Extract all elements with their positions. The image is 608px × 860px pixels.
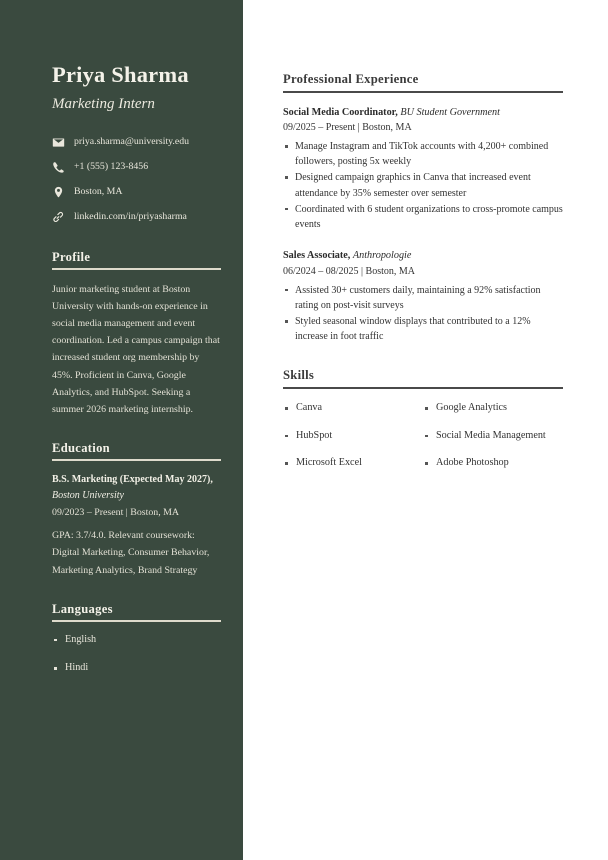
contact-item-email[interactable] bbox=[52, 135, 221, 149]
section-education bbox=[52, 441, 221, 579]
education-degree bbox=[52, 472, 221, 504]
job-title: Social Media Coordinator, bbox=[283, 106, 401, 118]
list-item: Hindi bbox=[52, 661, 221, 675]
education-dates: 09/2023 – Present | Boston, MA bbox=[52, 507, 180, 519]
map-pin-icon bbox=[52, 186, 71, 199]
education-heading: Education bbox=[52, 440, 110, 455]
job-bullets bbox=[283, 283, 563, 345]
list-item: Designed campaign graphics in Canva that increased event attendance by 35% semester over semester bbox=[283, 170, 563, 200]
skills-column-right bbox=[423, 401, 563, 483]
list-item: HubSpot bbox=[283, 429, 423, 443]
contact-phone-value: +1 (555) 123-8456 bbox=[74, 160, 149, 172]
list-item: Manage Instagram and TikTok accounts with 4,200+ combined followers, posting 5x weekly bbox=[283, 139, 563, 169]
job-meta: 06/2024 – 08/2025 | Boston, MA bbox=[283, 265, 416, 277]
list-item: Coordinated with 6 student organizations to cross-promote campus events bbox=[283, 202, 563, 232]
job-title: Sales Associate, bbox=[283, 250, 353, 262]
languages-list bbox=[52, 633, 221, 676]
contact-email-value: priya.sharma@university.edu bbox=[74, 135, 190, 147]
phone-icon bbox=[52, 161, 71, 174]
skills-heading: Skills bbox=[283, 368, 315, 383]
skills-column-left bbox=[283, 401, 423, 483]
experience-entry bbox=[283, 105, 563, 233]
candidate-job-title: Marketing Intern bbox=[52, 95, 155, 112]
profile-divider bbox=[52, 268, 221, 270]
envelope-icon bbox=[52, 136, 71, 149]
section-languages bbox=[52, 602, 221, 676]
list-item: Google Analytics bbox=[423, 401, 563, 415]
job-bullets bbox=[283, 139, 563, 232]
skills-list-right bbox=[423, 401, 563, 470]
section-skills bbox=[283, 368, 563, 483]
education-degree-text: B.S. Marketing (Expected May 2027), bbox=[52, 473, 213, 485]
experience-divider bbox=[283, 91, 563, 93]
job-employer: Anthropologie bbox=[352, 250, 412, 262]
main-column bbox=[243, 0, 608, 860]
list-item: Social Media Management bbox=[423, 429, 563, 443]
list-item: Adobe Photoshop bbox=[423, 456, 563, 470]
job-meta: 09/2025 – Present | Boston, MA bbox=[283, 121, 412, 133]
skills-columns bbox=[283, 401, 563, 483]
contact-linkedin-value: linkedin.com/in/priyasharma bbox=[74, 210, 187, 222]
job-title-line bbox=[283, 248, 563, 263]
candidate-name: Priya Sharma bbox=[52, 62, 189, 87]
list-item: English bbox=[52, 633, 221, 647]
job-title-line bbox=[283, 105, 563, 120]
skills-list-left bbox=[283, 401, 423, 470]
languages-divider bbox=[52, 620, 221, 622]
skills-divider bbox=[283, 387, 563, 389]
section-profile bbox=[52, 250, 221, 418]
job-employer: BU Student Government bbox=[400, 106, 500, 118]
sidebar bbox=[0, 0, 243, 860]
experience-heading: Professional Experience bbox=[283, 72, 419, 86]
education-extra: GPA: 3.7/4.0. Relevant coursework: Digital Marketing, Consumer Behavior, Marketing Analytics, Brand Strategy bbox=[52, 530, 210, 576]
contact-location-value: Boston, MA bbox=[74, 185, 123, 197]
link-icon bbox=[52, 211, 71, 224]
education-school: Boston University bbox=[52, 490, 124, 502]
profile-heading: Profile bbox=[52, 249, 91, 264]
section-professional-experience bbox=[283, 72, 563, 344]
experience-entry bbox=[283, 248, 563, 344]
languages-heading: Languages bbox=[52, 601, 113, 616]
contact-item-location bbox=[52, 185, 221, 199]
contact-item-linkedin[interactable] bbox=[52, 210, 221, 224]
list-item: Microsoft Excel bbox=[283, 456, 423, 470]
education-divider bbox=[52, 459, 221, 461]
list-item: Canva bbox=[283, 401, 423, 415]
profile-body: Junior marketing student at Boston University with hands-on experience in social media management and event coordination. Led a campus campaign that increased student org membership by 45%. Proficient in Canva, Google Analytics, and HubSpot. Seeking a summer 2026 marketing internship. bbox=[52, 283, 220, 415]
list-item: Assisted 30+ customers daily, maintaining a 92% satisfaction rating on post-visit surveys bbox=[283, 283, 563, 313]
contact-item-phone[interactable] bbox=[52, 160, 221, 174]
list-item: Styled seasonal window displays that contributed to a 12% increase in foot traffic bbox=[283, 314, 563, 344]
contact-list bbox=[52, 135, 221, 224]
